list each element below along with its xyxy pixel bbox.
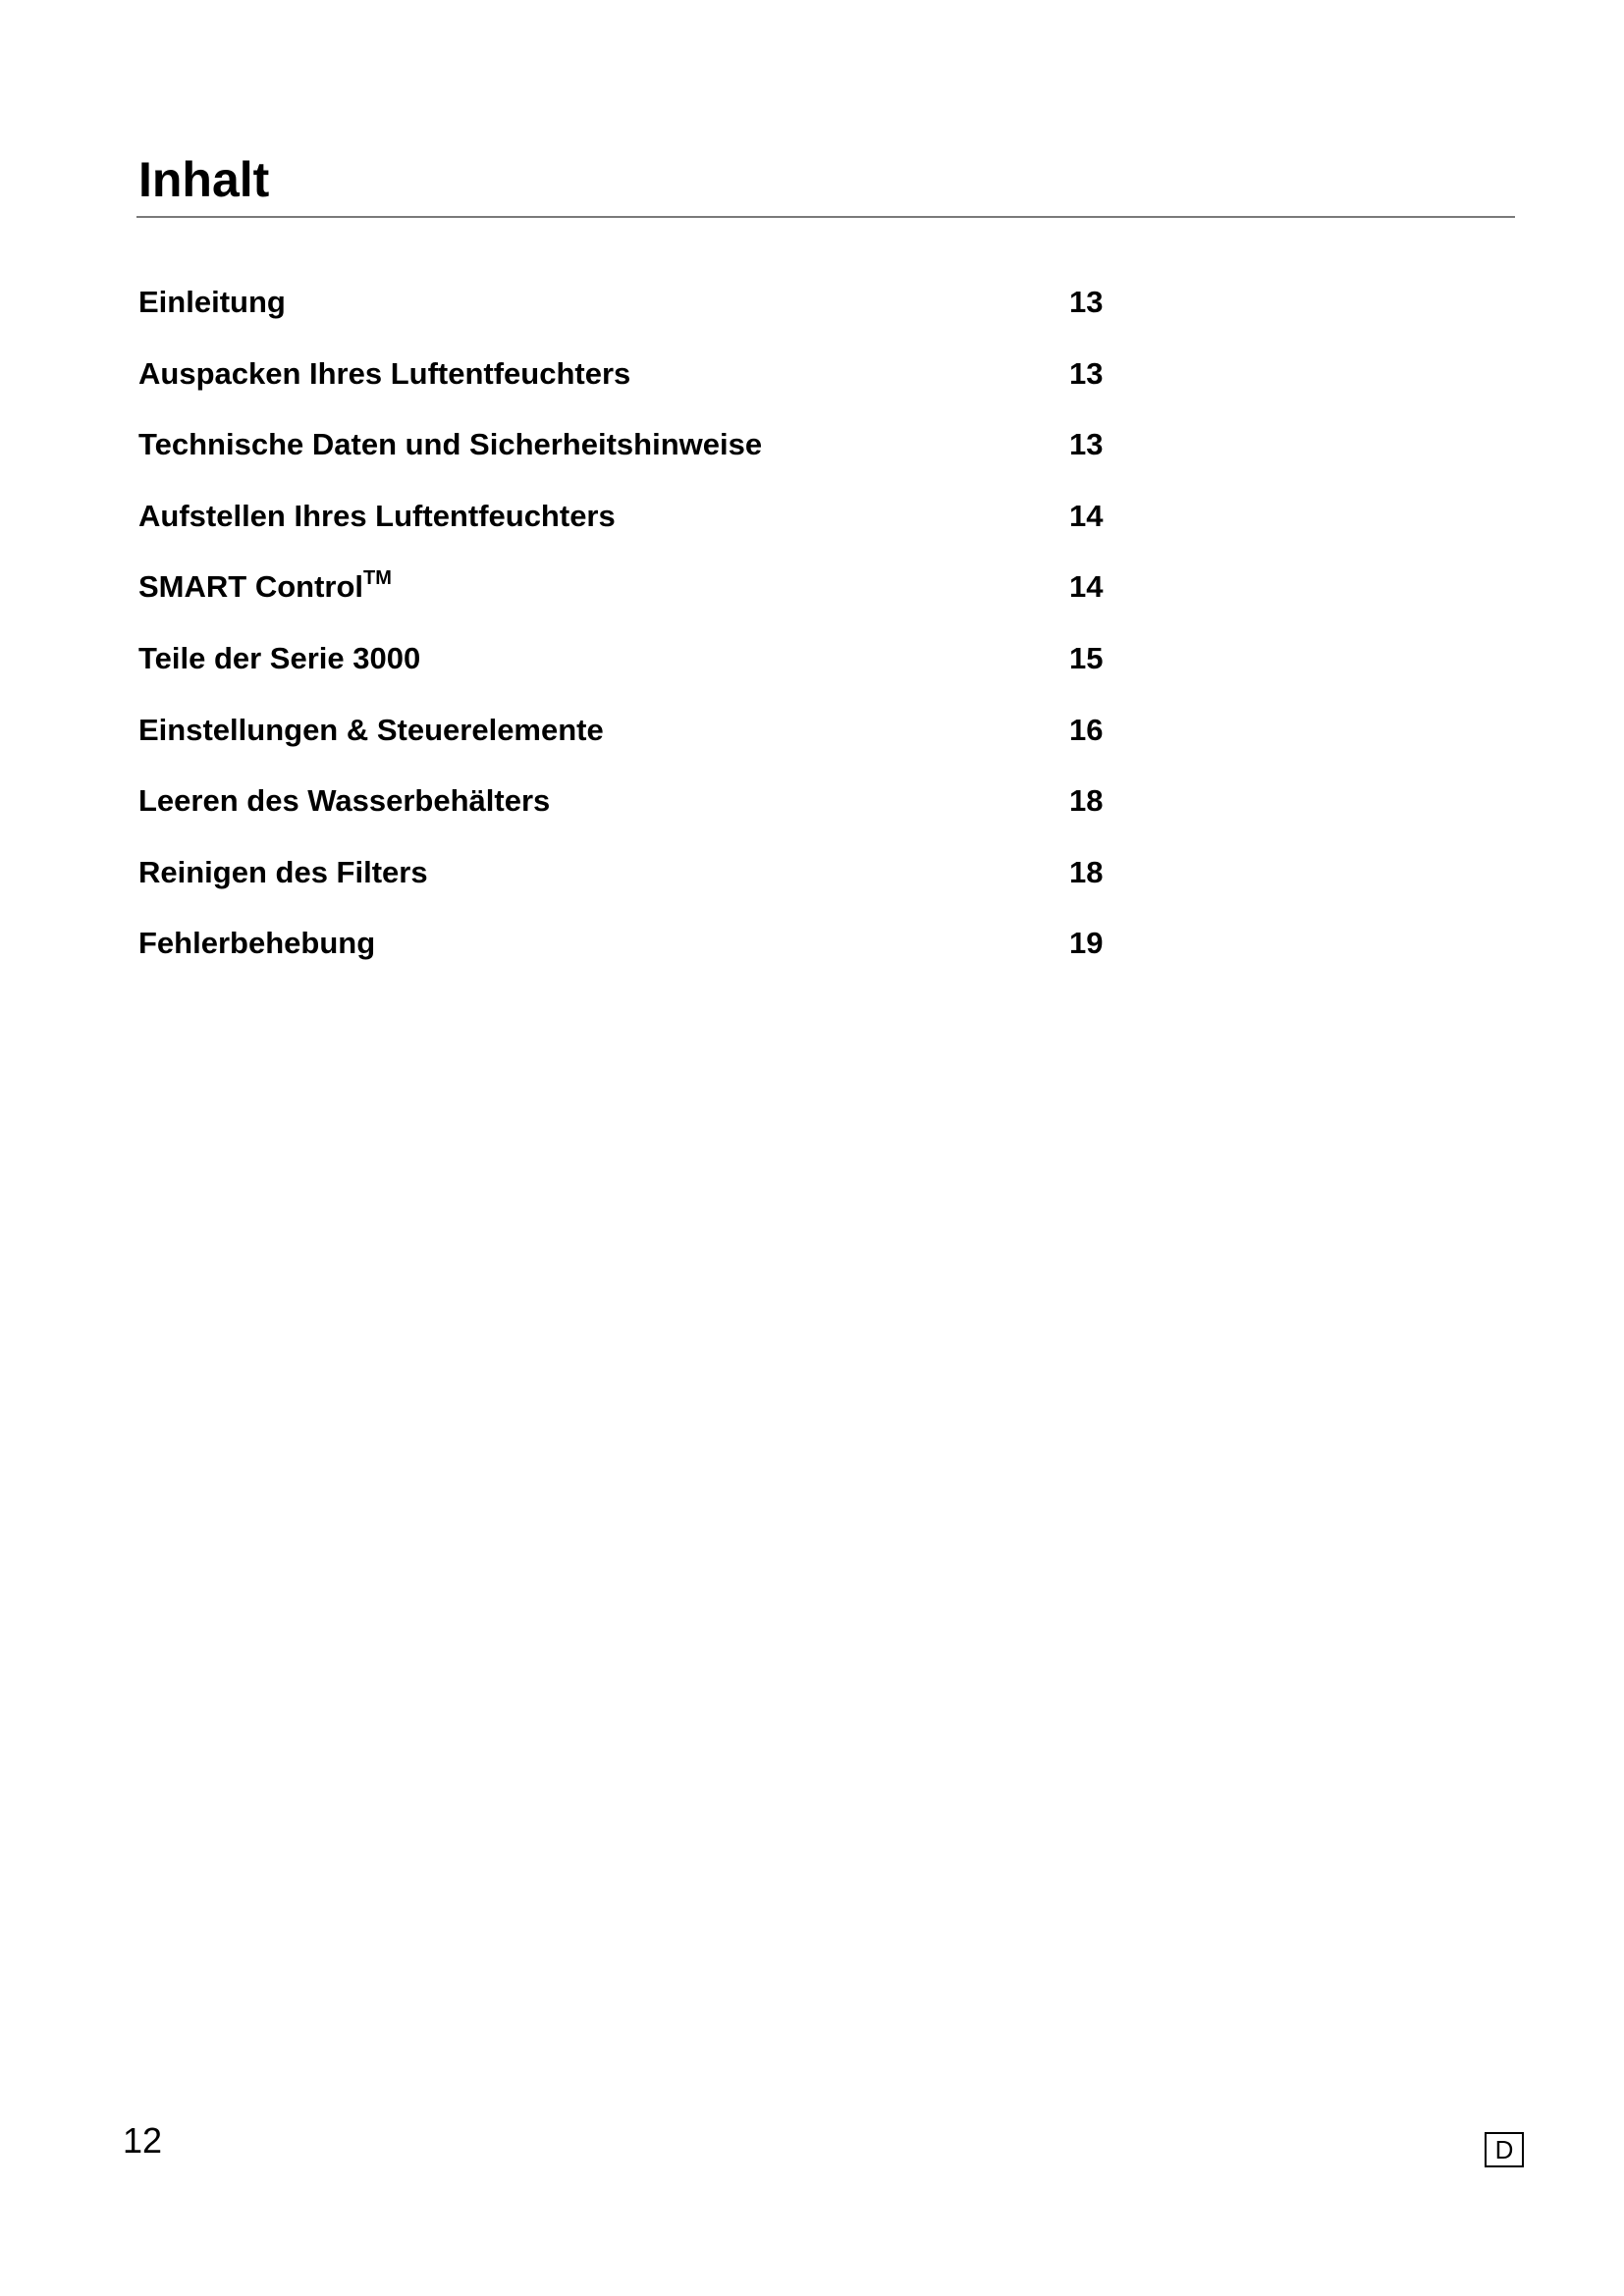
toc-entry-title: Einleitung xyxy=(138,285,286,319)
title-divider xyxy=(136,216,1515,218)
page-number: 12 xyxy=(123,2120,163,2161)
toc-entry-fehlerbehebung[interactable] xyxy=(138,926,1120,997)
toc-entry-title: Fehlerbehebung xyxy=(138,926,376,961)
toc-entry-page: 14 xyxy=(1069,498,1104,533)
page-title: Inhalt xyxy=(138,152,270,207)
toc-entry-einstellungen[interactable] xyxy=(138,713,1120,784)
toc-entry-title: Technische Daten und Sicherheitshinweise xyxy=(138,427,763,462)
toc-entry-technische-daten[interactable] xyxy=(138,427,1120,499)
toc-entry-teile[interactable] xyxy=(138,641,1120,713)
toc-entry-title: Leeren des Wasserbehälters xyxy=(138,783,551,819)
toc-entry-page: 18 xyxy=(1069,854,1104,889)
toc-entry-page: 13 xyxy=(1069,427,1104,462)
toc-entry-page: 13 xyxy=(1069,355,1104,391)
trademark-superscript: TM xyxy=(363,567,392,590)
toc-entry-page: 19 xyxy=(1069,926,1104,961)
toc-entry-smart-control[interactable] xyxy=(138,569,1120,641)
toc-entry-title: Reinigen des Filters xyxy=(138,854,428,889)
toc-entry-title-text: SMART Control xyxy=(138,569,364,605)
toc-entry-title: Einstellungen & Steuerelemente xyxy=(138,712,604,747)
toc-entry-title xyxy=(138,569,392,605)
toc-entry-aufstellen[interactable] xyxy=(138,499,1120,570)
toc-entry-page: 14 xyxy=(1069,569,1104,605)
toc-entry-auspacken[interactable] xyxy=(138,356,1120,428)
toc-entry-page: 18 xyxy=(1069,783,1104,819)
toc-entry-title: Aufstellen Ihres Luftentfeuchters xyxy=(138,498,616,533)
toc-entry-einleitung[interactable] xyxy=(138,285,1120,356)
toc-entry-page: 13 xyxy=(1069,285,1104,319)
toc-entry-title: Auspacken Ihres Luftentfeuchters xyxy=(138,355,631,391)
toc-entry-page: 16 xyxy=(1069,712,1104,747)
toc-entry-page: 15 xyxy=(1069,640,1104,675)
table-of-contents xyxy=(138,285,1120,997)
toc-entry-leeren[interactable] xyxy=(138,783,1120,855)
toc-entry-title: Teile der Serie 3000 xyxy=(138,640,421,675)
toc-entry-reinigen[interactable] xyxy=(138,855,1120,927)
language-badge: D xyxy=(1485,2132,1524,2167)
